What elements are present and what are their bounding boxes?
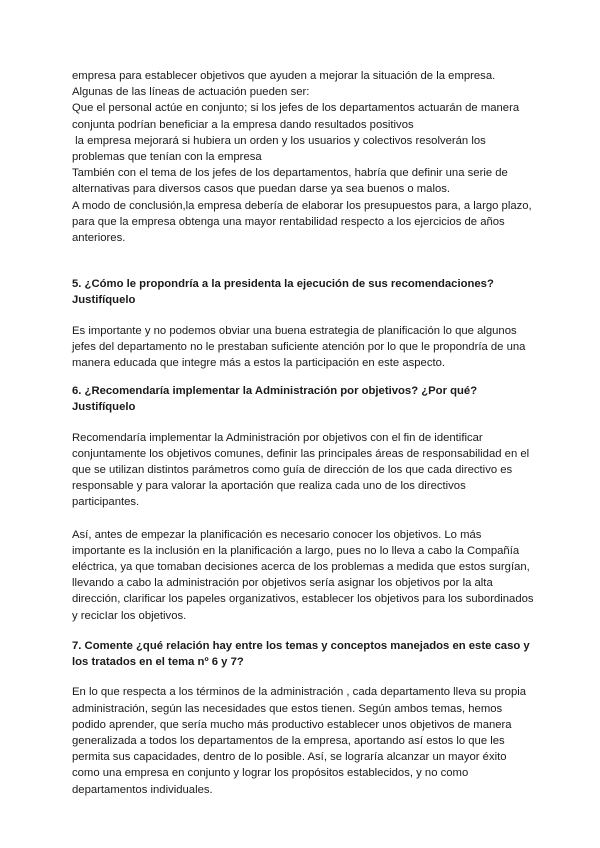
text-line: manera educada que integre más a estos la participación en este aspecto. (72, 357, 446, 370)
text-line: departamentos individuales. (72, 783, 213, 796)
text-line: Algunas de las líneas de actuación pueden ser: (72, 86, 310, 99)
text-line: como una empresa en conjunto y lograr los propósitos establecidos, y no como (72, 767, 469, 780)
text-line: permita sus capacidades, dentro de lo posible. Así, se lograría alcanzar un mayor éxito (72, 751, 507, 764)
text-line: podido aprender, que sería mucho más productivo establecer unos objetivos de manera (72, 718, 512, 731)
text-line: responsable y para valorar la aportación que realiza cada uno de los directivos (72, 480, 466, 493)
text-line: A modo de conclusión,la empresa debería de elaborar los presupuestos para, a largo plazo, (72, 199, 532, 212)
text-line: eléctrica, ya que tomaban decisiones acerca de los problemas a medida que estos surgían, (72, 561, 530, 574)
text-line: Que el personal actúe en conjunto; si los jefes de los departamentos actuarán de manera (72, 102, 520, 115)
question-7-answer (72, 684, 542, 797)
text-line: Así, antes de empezar la planificación es necesario conocer los objetivos. Lo más (72, 528, 482, 541)
text-line: conjunta podrían beneficiar a la empresa dando resultados positivos (72, 118, 414, 131)
text-line: Es importante y no podemos obviar una buena estrategia de planificación lo que algunos (72, 324, 517, 337)
text-line: que se utilizan distintos parámetros como guía de dirección de los que cada directivo es (72, 464, 513, 477)
text-line: y recicIar los objetivos. (72, 609, 187, 622)
intro-paragraph (72, 68, 542, 246)
text-line: la empresa mejorará si hubiera un orden y los usuarios y colectivos resolverán los (72, 134, 486, 147)
text-line: administración, según las necesidades que estos tienen. Según ambos temas, hemos (72, 702, 503, 715)
text-line: importante es la inclusión en la planificación a largo, pues no lo lleva a cabo la Compañía (72, 544, 520, 557)
question-5-heading (72, 276, 542, 308)
text-line: llevando a cabo la administración por objetivos sería asignar los objetivos por la alta (72, 577, 493, 590)
heading-line: 5. ¿Cómo le propondría a la presidenta la ejecución de sus recomendaciones? (72, 278, 494, 291)
heading-line: Justifíquelo (72, 401, 136, 414)
text-line: generalizada a todos los departamentos de la empresa, aportando así estos lo que les (72, 734, 505, 747)
question-6-answer-paragraph-2 (72, 527, 542, 624)
heading-line: Justifíquelo (72, 294, 136, 307)
text-line: para que la empresa obtenga una mayor rentabilidad respecto a los ejercicios de años (72, 215, 505, 228)
text-line: dirección, clarificar los papeles organizativos, establecer los objetivos para los subordinados (72, 593, 534, 606)
heading-line: 7. Comente ¿qué relación hay entre los temas y conceptos manejados en este caso y (72, 639, 530, 652)
document-page (72, 68, 542, 798)
heading-line: los tratados en el tema nº 6 y 7? (72, 656, 244, 669)
heading-line: 6. ¿Recomendaría implementar la Administración por objetivos? ¿Por qué? (72, 385, 478, 398)
question-6-heading (72, 383, 542, 415)
text-line: empresa para establecer objetivos que ayuden a mejorar la situación de la empresa. (72, 70, 496, 82)
text-line: conjuntamente los objetivos comunes, definir las principales áreas de responsabilidad en el (72, 447, 530, 460)
text-line: participantes. (72, 496, 140, 509)
text-line: En lo que respecta a los términos de la administración , cada departamento lleva su propia (72, 686, 527, 699)
text-line: problemas que tenían con la empresa (72, 151, 262, 164)
question-5-answer (72, 323, 542, 372)
text-line: anteriores. (72, 232, 126, 245)
question-7-heading (72, 638, 542, 670)
text-line: También con el tema de los jefes de los departamentos, habría que definir una serie de (72, 167, 508, 180)
text-line: jefes del departamento no le prestaban suficiente atención por lo que le propondría de una (72, 340, 526, 353)
question-6-answer-paragraph-1 (72, 430, 542, 511)
text-line: Recomendaría implementar la Administración por objetivos con el fin de identificar (72, 431, 483, 444)
text-line: alternativas para diversos casos que puedan darse ya sea buenos o malos. (72, 183, 451, 196)
